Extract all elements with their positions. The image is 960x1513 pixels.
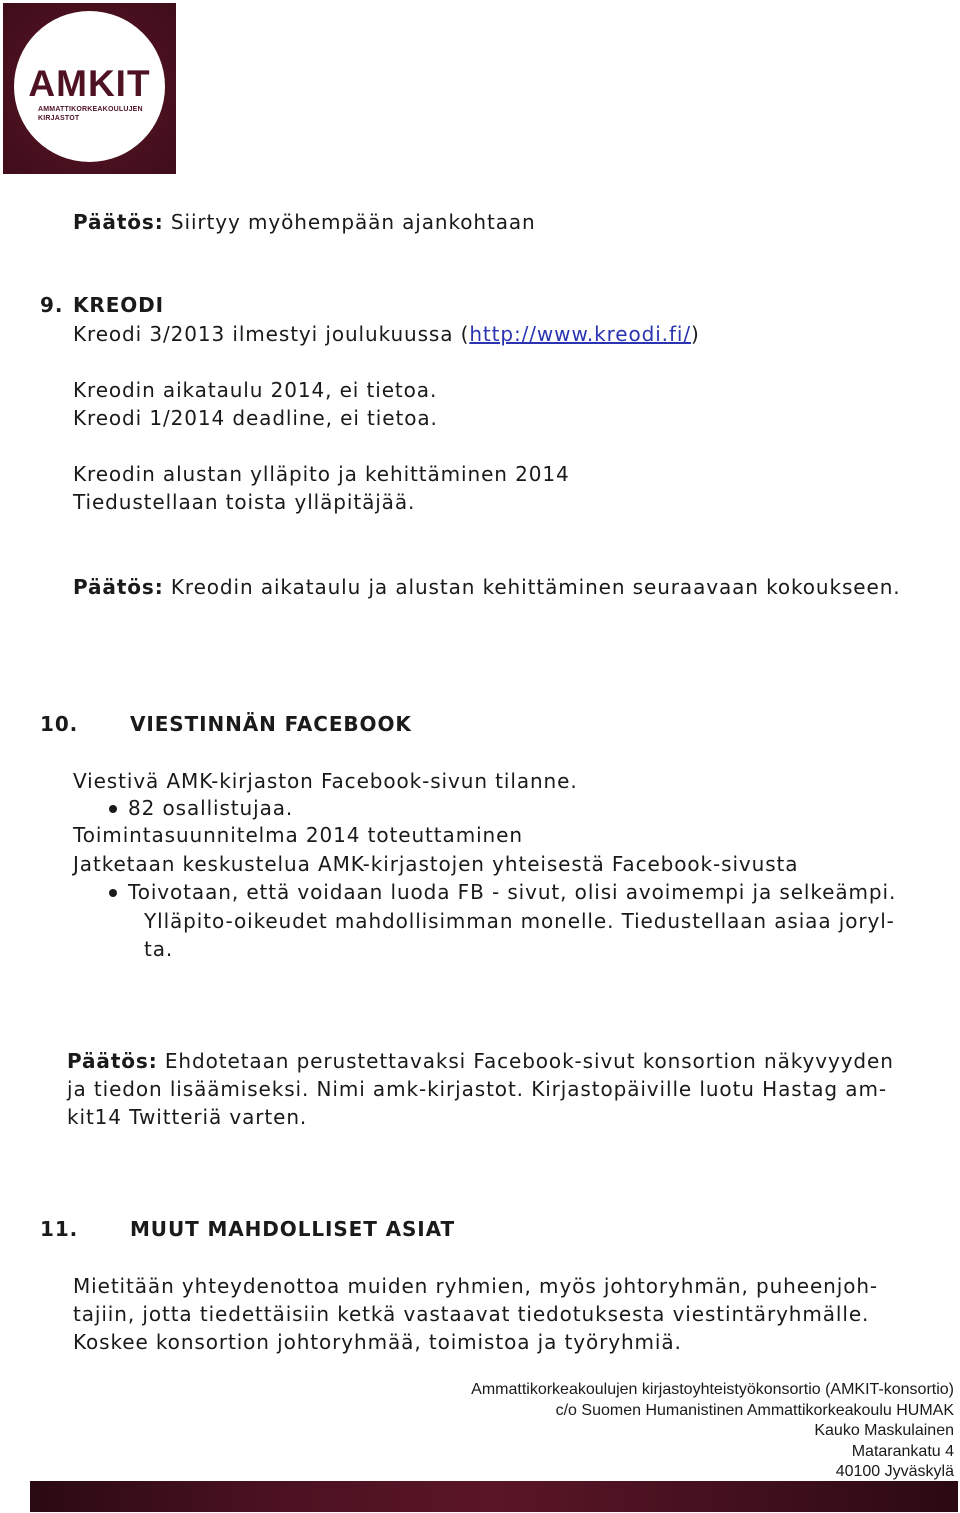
section-9-line1 <box>73 320 700 348</box>
section-10-bullet2-line2: Ylläpito-oikeudet mahdollisimman monelle. Tiedustellaan asiaa joryl- <box>144 909 895 933</box>
section-10-decision-line1 <box>67 1047 894 1075</box>
section-10-line3: Jatketaan keskustelua AMK-kirjastojen yhteisestä Facebook-sivusta <box>73 852 799 876</box>
section-9-line2: Kreodin aikataulu 2014, ei tietoa. <box>73 378 438 402</box>
footer-contact-name: Kauko Maskulainen <box>814 1422 954 1439</box>
section-11-line2: tajiin, jotta tiedettäisiin ketkä vastaavat tiedotuksesta viestintäryhmälle. <box>73 1302 870 1326</box>
section-10-heading: VIESTINNÄN FACEBOOK <box>130 712 412 736</box>
logo-subtitle-line1: AMMATTIKORKEAKOULUJEN <box>38 106 143 113</box>
section-9-decision <box>73 573 901 601</box>
section-10-decision-line2: ja tiedon lisäämiseksi. Nimi amk-kirjastot. Kirjastopäiville luotu Hastag am- <box>67 1077 887 1101</box>
footer-co: c/o Suomen Humanistinen Ammattikorkeakoulu HUMAK <box>555 1401 954 1419</box>
decision-postponed <box>73 208 536 236</box>
section-10-bullet2-line3: ta. <box>144 937 174 961</box>
section-9-line3: Kreodi 1/2014 deadline, ei tietoa. <box>73 406 438 430</box>
section-10-bullet2-line1: Toivotaan, että voidaan luoda FB - sivut, olisi avoimempi ja selkeämpi. <box>128 880 897 904</box>
section-11-line1: Mietitään yhteydenottoa muiden ryhmien, myös johtoryhmän, puheenjoh- <box>73 1274 879 1298</box>
footer-city: 40100 Jyväskylä <box>835 1463 954 1480</box>
decision-label: Päätös: <box>67 1049 158 1073</box>
kreodi-release-suffix: ) <box>690 322 700 346</box>
section-11-line3: Koskee konsortion johtoryhmää, toimistoa ja työryhmiä. <box>73 1330 682 1354</box>
footer-bar <box>30 1481 958 1512</box>
section-9-heading: KREODI <box>73 293 165 317</box>
section-9-line5: Tiedustellaan toista ylläpitäjää. <box>73 490 416 514</box>
decision-text: Siirtyy myöhempään ajankohtaan <box>170 210 536 234</box>
decision-label: Päätös: <box>73 575 164 599</box>
logo-wordmark: AMKIT <box>28 63 151 104</box>
section-9-number: 9. <box>40 293 64 317</box>
section-11-heading: MUUT MAHDOLLISET ASIAT <box>130 1217 456 1241</box>
bullet-icon <box>109 805 117 813</box>
section-9-line4: Kreodin alustan ylläpito ja kehittäminen 2014 <box>73 462 570 486</box>
footer-address <box>471 1380 954 1483</box>
bullet-icon <box>109 889 117 897</box>
kreodi-link[interactable]: http://www.kreodi.fi/ <box>469 322 691 346</box>
footer-street: Matarankatu 4 <box>851 1442 954 1460</box>
amkit-logo <box>3 3 176 174</box>
logo-subtitle-line2: KIRJASTOT <box>38 115 80 122</box>
kreodi-release-text: Kreodi 3/2013 ilmestyi joulukuussa ( <box>73 322 470 346</box>
decision-label: Päätös: <box>73 210 164 234</box>
section-11-number: 11. <box>40 1217 79 1241</box>
footer-organization: Ammattikorkeakoulujen kirjastoyhteistyökonsortio (AMKIT-konsortio) <box>471 1381 954 1398</box>
section-10-decision-line3: kit14 Twitteriä varten. <box>67 1105 308 1129</box>
decision-text: Ehdotetaan perustettavaksi Facebook-sivut konsortion näkyvyyden <box>164 1049 894 1073</box>
decision-text: Kreodin aikataulu ja alustan kehittäminen seuraavaan kokoukseen. <box>170 575 901 599</box>
section-10-line1: Viestivä AMK-kirjaston Facebook-sivun tilanne. <box>73 769 578 793</box>
section-10-bullet1: 82 osallistujaa. <box>128 796 294 820</box>
section-10-number: 10. <box>40 712 79 736</box>
logo-circle <box>14 11 165 162</box>
section-10-line2: Toimintasuunnitelma 2014 toteuttaminen <box>73 823 523 847</box>
